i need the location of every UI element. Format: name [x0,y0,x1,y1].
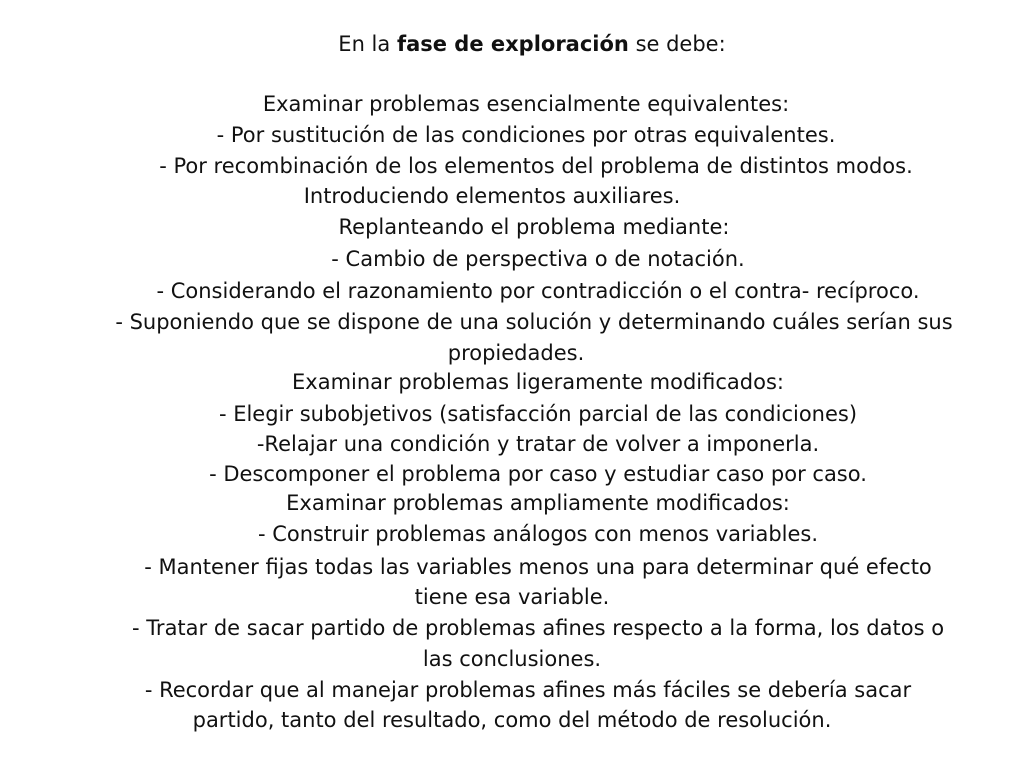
text-line: - Considerando el razonamiento por contradicción o el contra- recíproco. [156,279,920,303]
text-line: Examinar problemas esencialmente equivalentes: [262,92,790,116]
text-line: - Por sustitución de las condiciones por otras equivalentes. [216,123,836,147]
text-line: - Recordar que al manejar problemas afines más fáciles se debería sacar [144,678,912,702]
text-line: - Mantener fijas todas las variables menos una para determinar qué efecto [144,555,932,579]
text-line: Replanteando el problema mediante: [338,215,730,239]
text-line: - Cambio de perspectiva o de notación. [331,247,745,271]
text-line: tiene esa variable. [414,585,610,609]
text-line: Examinar problemas ligeramente modificados: [292,370,784,394]
text-line: partido, tanto del resultado, como del método de resolución. [192,708,832,732]
title-prefix: En la [338,32,397,56]
text-line: propiedades. [447,341,585,365]
text-line: -Relajar una condición y tratar de volver a imponerla. [256,432,820,456]
title-bold: fase de exploración [396,32,629,56]
text-line: Examinar problemas ampliamente modificados: [286,491,790,515]
text-line: las conclusiones. [422,647,602,671]
text-line: - Tratar de sacar partido de problemas afines respecto a la forma, los datos o [131,616,945,640]
text-line: - Por recombinación de los elementos del problema de distintos modos. [159,154,913,178]
text-line: Introduciendo elementos auxiliares. [303,184,681,208]
title-suffix: se debe: [628,32,726,56]
text-line: - Suponiendo que se dispone de una solución y determinando cuáles serían sus [115,310,953,334]
text-line: - Construir problemas análogos con menos variables. [257,522,819,546]
slide-title [20,30,1024,58]
text-line: - Descomponer el problema por caso y estudiar caso por caso. [209,462,867,486]
text-line: - Elegir subobjetivos (satisfacción parcial de las condiciones) [218,402,858,426]
